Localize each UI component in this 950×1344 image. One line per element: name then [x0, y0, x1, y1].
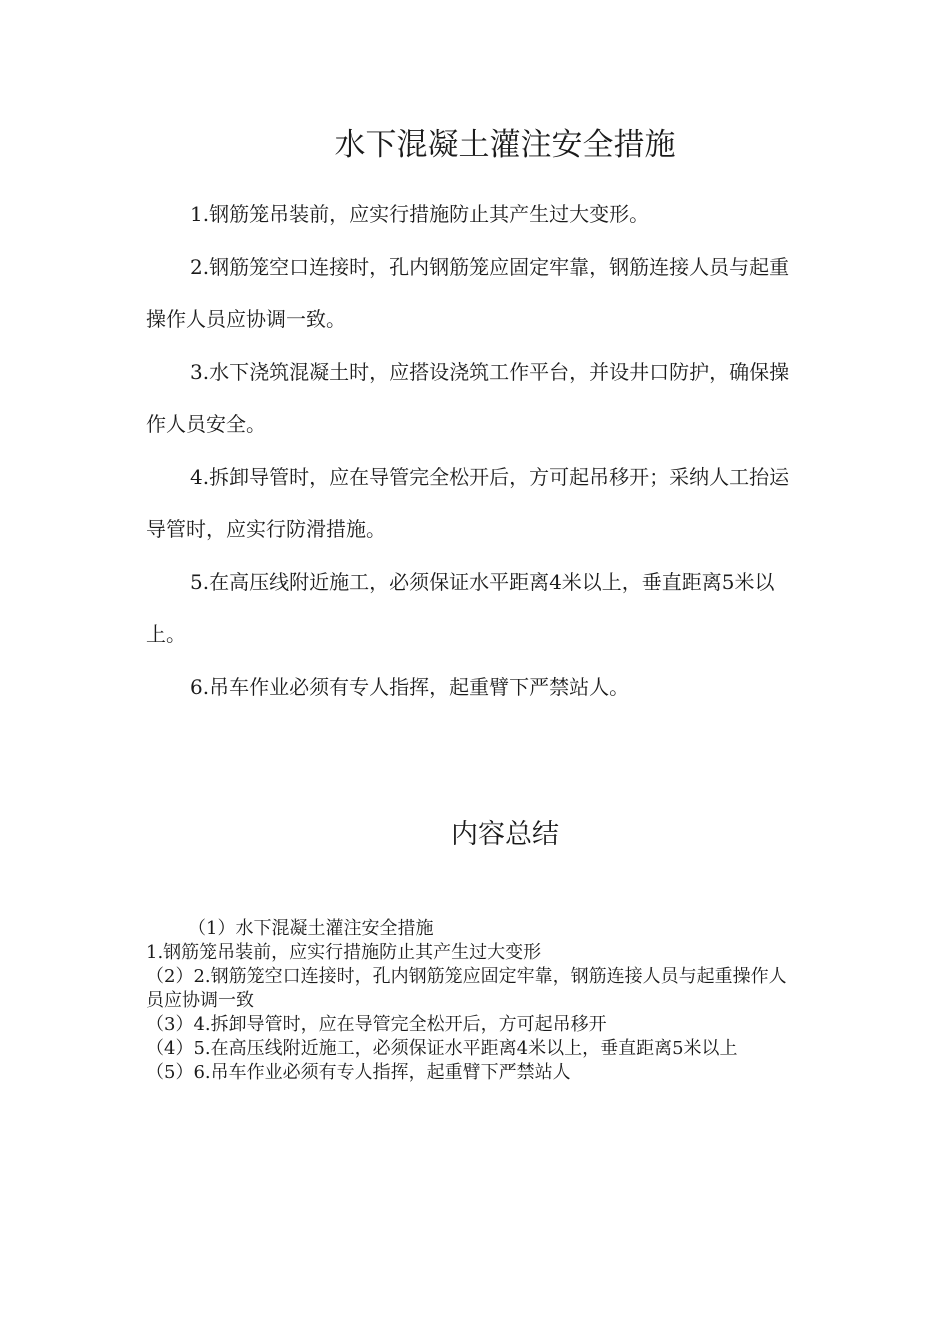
paragraph-3: 3.水下浇筑混凝土时，应搭设浇筑工作平台，并设井口防护，确保操作人员安全。 — [146, 359, 790, 436]
summary-title: 内容总结 — [451, 819, 559, 850]
paragraph-6: 6.吊车作业必须有专人指挥，起重臂下严禁站人。 — [190, 674, 630, 699]
paragraph-2: 2.钢筋笼空口连接时，孔内钢筋笼应固定牢靠，钢筋连接人员与起重操作人员应协调一致。 — [146, 254, 790, 331]
summary-line-3: （2）2.钢筋笼空口连接时，孔内钢筋笼应固定牢靠，钢筋连接人员与起重操作人员应协调一致 — [146, 966, 787, 1011]
paragraph-4: 4.拆卸导管时，应在导管完全松开后，方可起吊移开；采纳人工抬运导管时，应实行防滑措施。 — [146, 464, 790, 541]
summary-line-4: （3）4.拆卸导管时，应在导管完全松开后，方可起吊移开 — [146, 1014, 607, 1035]
document-title: 水下混凝土灌注安全措施 — [334, 127, 676, 163]
summary-line-5: （4）5.在高压线附近施工，必须保证水平距离4米以上，垂直距离5米以上 — [146, 1038, 738, 1059]
summary-line-6: （5）6.吊车作业必须有专人指挥，起重臂下严禁站人 — [146, 1062, 571, 1083]
summary-line-2: 1.钢筋笼吊装前，应实行措施防止其产生过大变形 — [146, 942, 542, 963]
summary-line-1: （1）水下混凝土灌注安全措施 — [188, 918, 434, 939]
document-body — [146, 188, 806, 713]
paragraph-1: 1.钢筋笼吊装前，应实行措施防止其产生过大变形。 — [190, 202, 650, 226]
summary-body — [146, 917, 798, 1085]
paragraph-5: 5.在高压线附近施工，必须保证水平距离4米以上，垂直距离5米以上。 — [146, 569, 775, 646]
